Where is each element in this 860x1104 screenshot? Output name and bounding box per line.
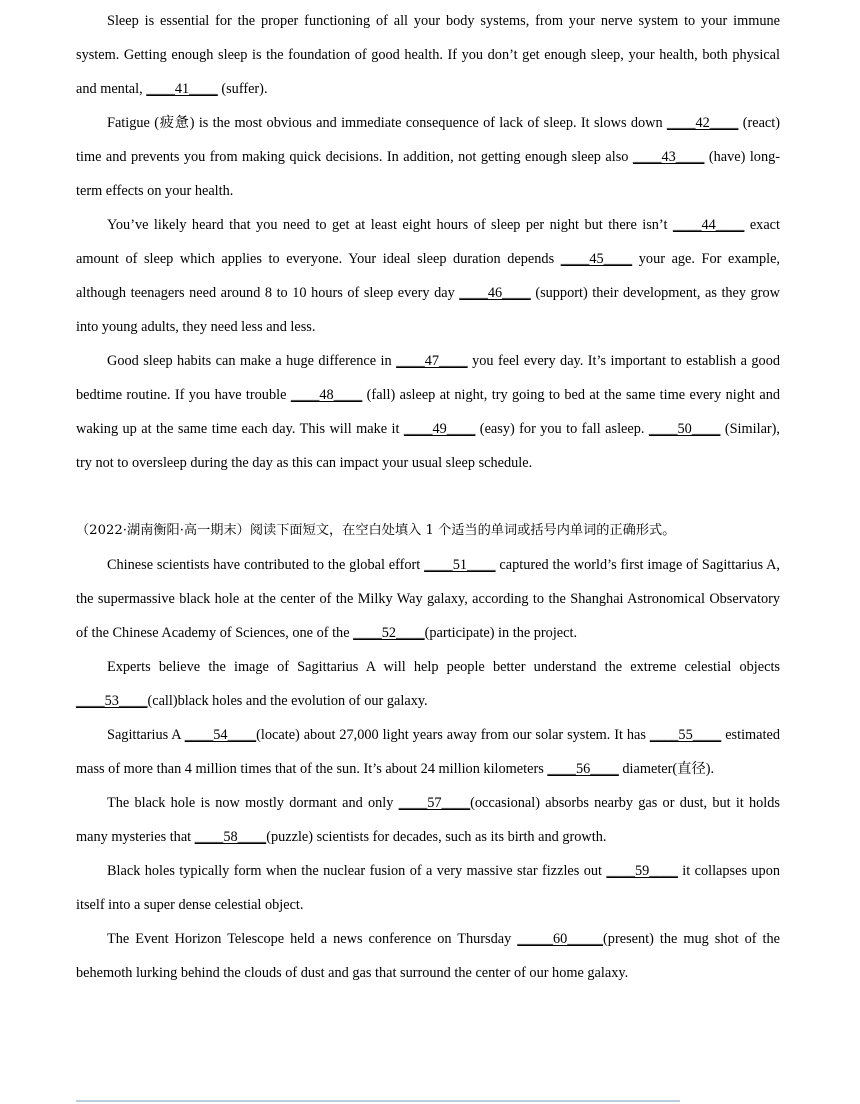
page-footer-rule (76, 1100, 680, 1102)
answer-blank: ____55____ (649, 727, 722, 743)
answer-blank: _____60_____ (517, 931, 604, 947)
paragraph-text: The Event Horizon Telescope held a news conference on Thursday (107, 931, 518, 947)
paragraph (76, 548, 780, 650)
answer-blank: ____58____ (194, 829, 267, 845)
answer-blank: ____53____ (76, 693, 148, 709)
passage-black-hole-body (76, 548, 780, 990)
answer-blank: ____50____ (648, 421, 721, 437)
paragraph-text: (occasional) absorbs nearby gas or dust, but it holds many mysteries that (76, 795, 780, 845)
paragraph (76, 208, 780, 344)
answer-blank: ____56____ (547, 761, 619, 777)
paragraph-text: it collapses upon itself into a super dense celestial object. (76, 863, 780, 913)
answer-blank: ____49____ (403, 421, 476, 437)
paragraph-text: Experts believe the image of Sagittarius A will help people better understand the extreme celestial objects (107, 659, 780, 675)
answer-blank: ____47____ (396, 353, 468, 369)
answer-blank: ____59____ (606, 863, 678, 879)
paragraph-text: your age. For example, although teenagers need around 8 to 10 hours of sleep every day (76, 251, 781, 301)
paragraph-text: (have) long-term effects on your health. (76, 149, 781, 199)
answer-blank: ____42____ (666, 115, 739, 131)
answer-blank: ____54____ (184, 727, 257, 743)
paragraph-text: (puzzle) scientists for decades, such as its birth and growth. (266, 829, 607, 845)
paragraph-text: Sleep is essential for the proper functioning of all your body systems, from your nerve system to your immune system. Getting enough sleep is the foundation of good health. If you don’t get enough sleep, your health, both physical and mental, (76, 13, 780, 97)
paragraph (76, 4, 780, 106)
answer-blank: ____52____ (353, 625, 425, 641)
passage-sleep (76, 4, 780, 480)
answer-blank: ____44____ (672, 217, 745, 233)
paragraph-text: (participate) in the project. (424, 625, 578, 641)
answer-blank: ____41____ (146, 81, 218, 97)
paragraph (76, 854, 780, 922)
paragraph-text: captured the world’s first image of Sagittarius A, the supermassive black hole at the center of the Milky Way galaxy, according to the Shanghai Astronomical Observatory of the Chinese Academy of Sciences, one of the (76, 557, 780, 641)
answer-blank: ____57____ (398, 795, 471, 811)
paragraph-text: diameter(直径). (618, 761, 715, 777)
paragraph-text: Black holes typically form when the nuclear fusion of a very massive star fizzles out (107, 863, 607, 879)
paragraph-text: (support) their development, as they grow into young adults, they need less and less. (76, 285, 780, 335)
paragraph-text: (locate) about 27,000 light years away from our solar system. It has (256, 727, 650, 743)
paragraph (76, 786, 780, 854)
paragraph-text: The black hole is now mostly dormant and only (107, 795, 399, 811)
paragraph (76, 922, 780, 990)
paragraph-text: (present) the mug shot of the behemoth lurking behind the clouds of dust and gas that surround the center of our home galaxy. (76, 931, 780, 981)
paragraph (76, 718, 780, 786)
paragraph-text: Good sleep habits can make a huge difference in (107, 353, 397, 369)
answer-blank: ____46____ (459, 285, 531, 301)
paragraph-text: you feel every day. It’s important to establish a good bedtime routine. If you have trouble (76, 353, 780, 403)
paragraph-text: estimated mass of more than 4 million times that of the sun. It’s about 24 million kilometers (76, 727, 780, 777)
paragraph-text: Chinese scientists have contributed to the global effort (107, 557, 425, 573)
paragraph-text: (easy) for you to fall asleep. (475, 421, 649, 437)
answer-blank: ____48____ (290, 387, 363, 403)
exercise-heading: （2022·湖南衡阳·高一期末）阅读下面短文，在空白处填入 1 个适当的单词或括号内单词的正确形式。 (76, 523, 676, 538)
paragraph-text: (fall) asleep at night, try going to bed at the same time every night and waking up at the same time each day. This will make it (76, 387, 780, 437)
paragraph-text: (react) time and prevents you from making quick decisions. In addition, not getting enough sleep also (76, 115, 780, 165)
paragraph-text: Sagittarius A (107, 727, 185, 743)
answer-blank: ____51____ (424, 557, 496, 573)
paragraph (76, 106, 780, 208)
paragraph-text: (call)black holes and the evolution of our galaxy. (147, 693, 428, 709)
paragraph-text: (suffer). (217, 81, 268, 97)
paragraph-text: Fatigue (疲惫) is the most obvious and immediate consequence of lack of sleep. It slows down (107, 115, 667, 131)
paragraph-text: (Similar), try not to oversleep during the day as this can impact your usual sleep schedule. (76, 421, 781, 471)
paragraph (76, 344, 780, 480)
paragraph-text: You’ve likely heard that you need to get at least eight hours of sleep per night but there isn’t (107, 217, 673, 233)
answer-blank: ____43____ (632, 149, 705, 165)
paragraph-text: exact amount of sleep which applies to everyone. Your ideal sleep duration depends (76, 217, 780, 267)
passage-black-hole (76, 514, 780, 990)
answer-blank: ____45____ (560, 251, 633, 267)
paragraph (76, 650, 780, 718)
